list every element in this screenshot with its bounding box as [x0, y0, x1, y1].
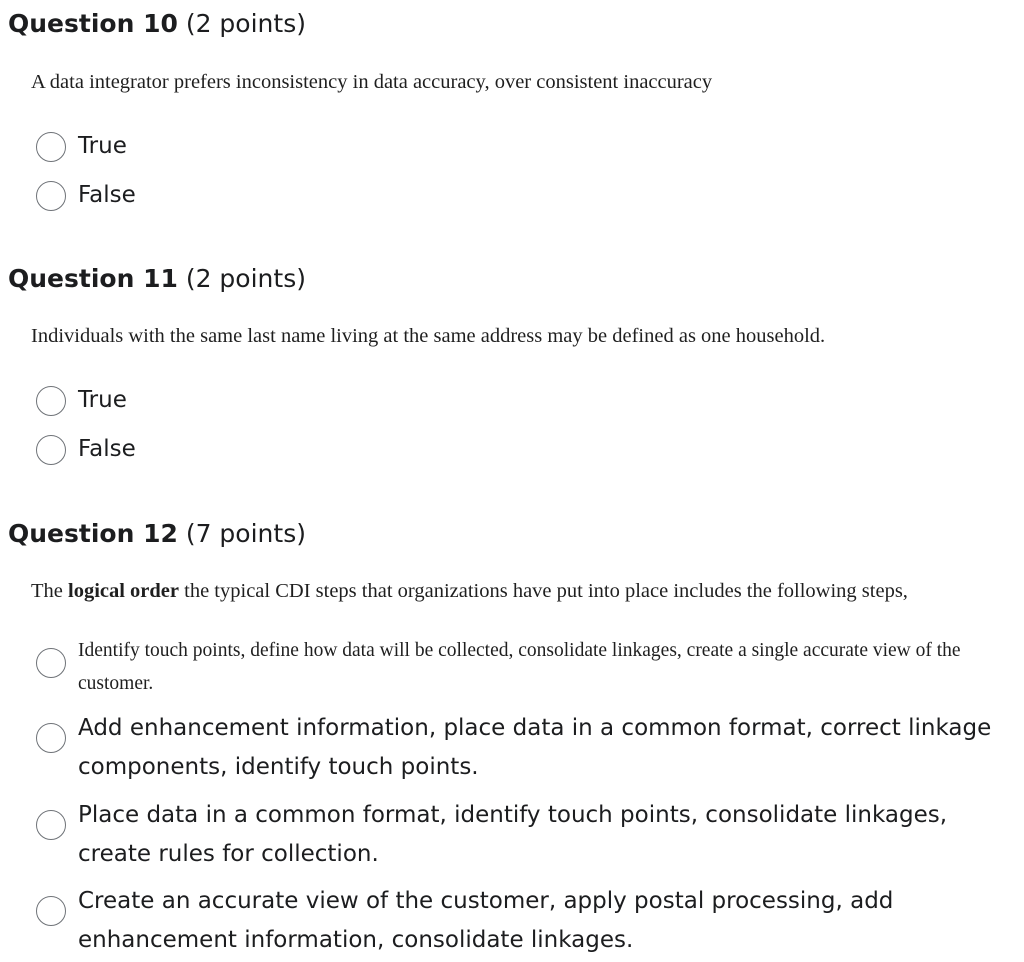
q12-option-1[interactable] [36, 634, 1020, 700]
question-11-text: Individuals with the same last name living at the same address may be defined as one household. [31, 325, 826, 347]
question-number: Question 11 [8, 264, 178, 293]
q12-option-3[interactable] [36, 796, 1020, 874]
q11-option-false[interactable] [36, 435, 1020, 468]
option-label: Place data in a common format, identify touch points, consolidate linkages, create rules for collection. [78, 802, 948, 867]
radio-button[interactable] [36, 648, 66, 678]
question-text-prefix: The [31, 580, 63, 602]
question-10-text: A data integrator prefers inconsistency in data accuracy, over consistent inaccuracy [31, 71, 713, 93]
option-label: True [78, 133, 127, 159]
question-11-title [8, 263, 306, 295]
question-text-suffix: the typical CDI steps that organizations have put into place includes the following steps, [184, 580, 908, 602]
question-10-title [8, 8, 306, 40]
radio-button[interactable] [36, 181, 66, 211]
radio-button[interactable] [36, 723, 66, 753]
q12-option-2[interactable] [36, 709, 1020, 787]
question-number: Question 10 [8, 9, 178, 38]
question-points: (2 points) [185, 9, 306, 38]
question-12-text [31, 578, 908, 604]
option-label: False [78, 182, 136, 208]
radio-button[interactable] [36, 132, 66, 162]
question-number: Question 12 [8, 519, 178, 548]
question-points: (7 points) [185, 519, 306, 548]
option-label: False [78, 436, 136, 462]
question-points: (2 points) [185, 264, 306, 293]
q10-option-true[interactable] [36, 132, 1020, 165]
question-text-emphasis: logical order [68, 580, 180, 602]
radio-button[interactable] [36, 435, 66, 465]
q10-option-false[interactable] [36, 181, 1020, 214]
question-12-title [8, 518, 306, 550]
option-label: Add enhancement information, place data in a common format, correct linkage components, identify touch points. [78, 715, 992, 780]
option-label: Create an accurate view of the customer, apply postal processing, add enhancement information, consolidate linkages. [78, 888, 894, 953]
radio-button[interactable] [36, 810, 66, 840]
q11-option-true[interactable] [36, 386, 1020, 419]
option-label: Identify touch points, define how data will be collected, consolidate linkages, create a single accurate view of the customer. [78, 640, 961, 694]
option-label: True [78, 387, 127, 413]
radio-button[interactable] [36, 896, 66, 926]
q12-option-4[interactable] [36, 882, 1020, 960]
radio-button[interactable] [36, 386, 66, 416]
